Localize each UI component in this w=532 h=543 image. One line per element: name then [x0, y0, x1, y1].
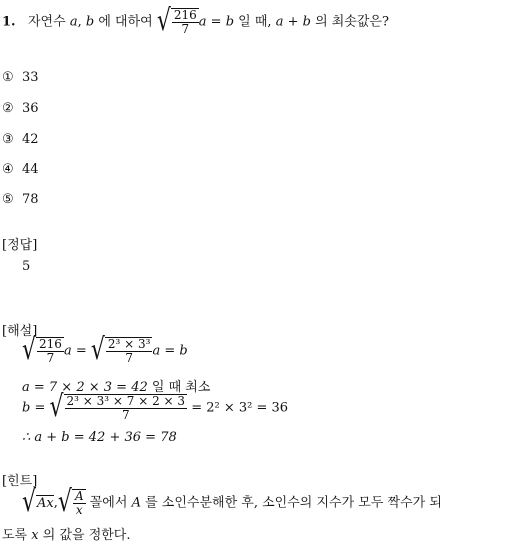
choice-value: 44: [22, 162, 39, 177]
question-suffix: 일 때,: [238, 14, 272, 30]
choice-value: 33: [22, 70, 39, 85]
solution-line-3: b = √ $\frac{\text{2³ × 3³ × 7 × 2 × 3}}{7}$ = 2² × 3² = 36: [22, 390, 289, 425]
solution-line-2: a = 7 × 2 × 3 = 42 일 때 최소: [22, 380, 211, 395]
choice-mark: ①: [2, 70, 14, 85]
after-fraction: a = b: [198, 14, 235, 30]
question-ending: 의 최솟값은?: [315, 14, 389, 30]
choice-mark: ⑤: [2, 192, 14, 207]
choice-5[interactable]: [2, 192, 39, 207]
question-line: [2, 4, 389, 39]
choice-mark: ④: [2, 162, 14, 177]
answer-label: [정답]: [2, 238, 38, 253]
comma: ,: [77, 14, 82, 30]
hint-label: [힌트]: [2, 474, 38, 489]
choice-4[interactable]: [2, 162, 39, 177]
choice-value: 78: [22, 192, 39, 207]
solution-line-4: ∴ a + b = 42 + 36 = 78: [22, 430, 177, 445]
var-b: b: [85, 14, 95, 30]
choice-2[interactable]: [2, 101, 39, 116]
sqrt-expression: √ $\frac{216}{7}$: [156, 4, 197, 39]
question-mid: 에 대하여: [98, 14, 153, 30]
question-number: 1.: [2, 14, 16, 30]
choice-value: 42: [22, 132, 39, 147]
var-a: a: [69, 14, 78, 30]
choice-value: 36: [22, 101, 39, 116]
question-prefix: 자연수: [27, 14, 66, 30]
fraction: $\frac{216}{7}$: [173, 8, 197, 37]
hint-line-2: 도록 x 의 값을 정한다.: [2, 528, 131, 543]
solution-label: [해설]: [2, 324, 38, 339]
choice-mark: ③: [2, 132, 14, 147]
solution-line-1: √ $\frac{216}{7}$ a = √ $\frac{\text{2³ × 3³}}{7}$ a = b: [22, 333, 188, 368]
answer-value: 5: [22, 259, 31, 274]
choice-1[interactable]: [2, 70, 39, 85]
sum-expression: a + b: [275, 14, 311, 30]
choice-mark: ②: [2, 101, 14, 116]
hint-line-1: √Ax,√ $\frac{A}{x}$ 꼴에서 A 를 소인수분해한 후, 소인수의 지수가 모두 짝수가 되: [22, 485, 442, 520]
choice-3[interactable]: [2, 132, 39, 147]
